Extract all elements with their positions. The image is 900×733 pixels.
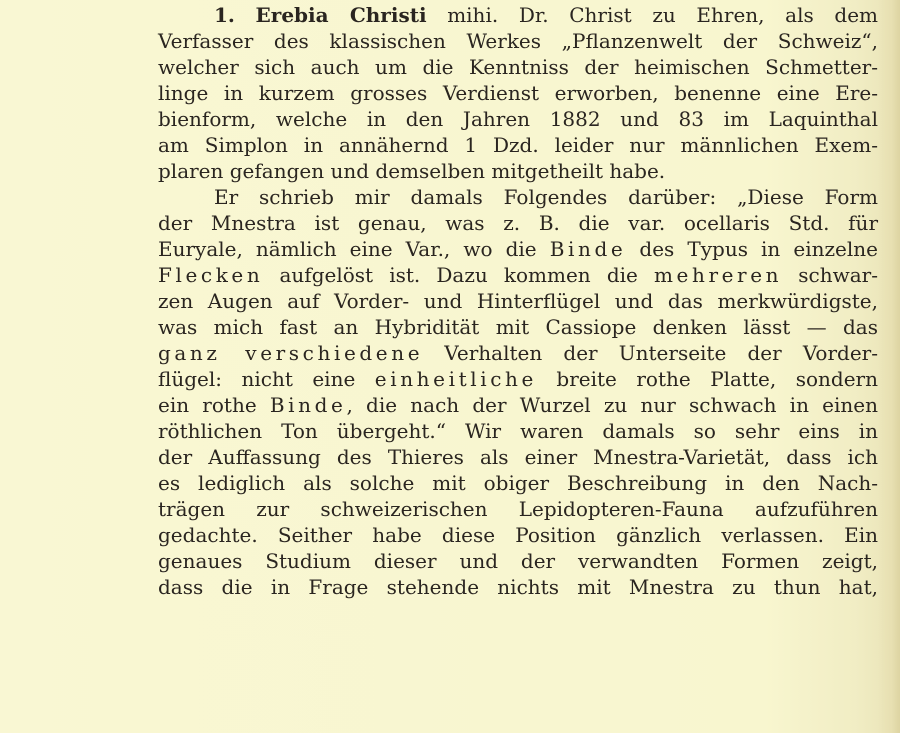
text-line [158, 236, 878, 262]
text-line: welcher sich auch um die Kenntniss der heimischen Schmetter- [158, 55, 878, 79]
text-line: es lediglich als solche mit obiger Beschreibung in den Nach- [158, 471, 878, 495]
text-line [158, 392, 878, 418]
text-run: ein rothe [158, 393, 270, 417]
text-run: flügel: nicht eine [158, 367, 375, 391]
text-line: zen Augen auf Vorder- und Hinterflügel und das merkwürdigste, [158, 289, 878, 313]
text-line: trägen zur schweizerischen Lepidopteren-Fauna aufzuführen [158, 497, 878, 521]
text-line: röthlichen Ton übergeht.“ Wir waren damals so sehr eins in [158, 419, 878, 443]
text-line [158, 262, 878, 288]
text-line: dass die in Frage stehende nichts mit Mnestra zu thun hat, [158, 575, 878, 599]
text-line: der Mnestra ist genau, was z. B. die var. ocellaris Std. für [158, 211, 878, 235]
page-edge-shadow [878, 0, 900, 733]
spaced-word: einheitliche [374, 367, 537, 391]
text-line: was mich fast an Hybridität mit Cassiope denken lässt — das [158, 315, 878, 339]
text-run: aufgelöst ist. Dazu kommen die [263, 263, 654, 287]
text-line [158, 340, 878, 366]
species-name: Erebia Christi [255, 3, 427, 27]
species-number: 1. [214, 3, 235, 27]
text-line: bienform, welche in den Jahren 1882 und 83 im Laquinthal [158, 107, 878, 131]
text-line: genaues Studium dieser und der verwandten Formen zeigt, [158, 549, 878, 573]
heading-line [158, 2, 878, 28]
text-line: plaren gefangen und demselben mitgetheilt habe. [158, 159, 666, 183]
spaced-word: mehreren [653, 263, 783, 287]
text-line: Verfasser des klassischen Werkes „Pflanzenwelt der Schweiz“, [158, 29, 878, 53]
text-run: , die nach der Wurzel zu nur schwach in einen [346, 393, 878, 417]
spaced-word: ganz verschiedene [158, 341, 424, 365]
text-run: Verhalten der Unterseite der Vorder- [423, 341, 878, 365]
spaced-word: Flecken [158, 263, 264, 287]
text-line: Er schrieb mir damals Folgendes darüber: „Diese Form [214, 185, 878, 209]
text-run: des Typus in einzelne [626, 237, 878, 261]
text-line: linge in kurzem grosses Verdienst erworben, benenne eine Ere- [158, 81, 878, 105]
text-line: der Auffassung des Thieres als einer Mnestra-Varietät, dass ich [158, 445, 878, 469]
text-run: schwar- [782, 263, 878, 287]
text-line: gedachte. Seither habe diese Position gänzlich verlassen. Ein [158, 523, 878, 547]
page-text [158, 2, 878, 600]
spaced-word: Binde [549, 237, 627, 261]
text-run: breite rothe Platte, sondern [536, 367, 878, 391]
text-line: am Simplon in annähernd 1 Dzd. leider nur männlichen Exem- [158, 133, 878, 157]
heading-rest: mihi. Dr. Christ zu Ehren, als dem [426, 3, 879, 27]
text-line [158, 366, 878, 392]
spaced-word: Binde [269, 393, 347, 417]
text-run: Euryale, nämlich eine Var., wo die [158, 237, 550, 261]
